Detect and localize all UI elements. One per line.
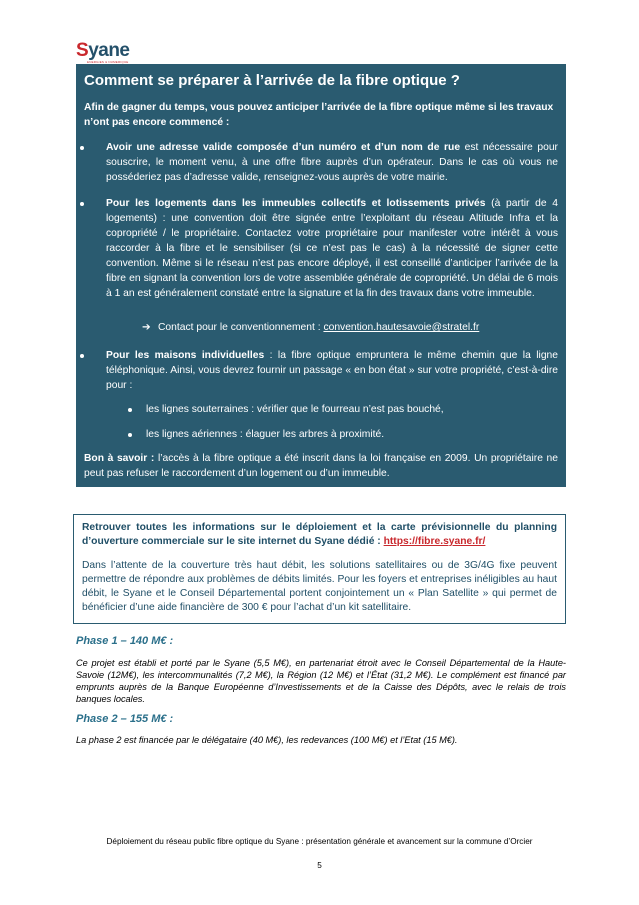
bullet-dot	[80, 202, 84, 206]
info-panel	[73, 514, 566, 624]
sub-item-underground: les lignes souterraines : vérifier que le fourreau n’est pas bouché,	[146, 403, 444, 417]
fibre-syane-link[interactable]: https://fibre.syane.fr/	[383, 536, 486, 547]
panel-intro: Afin de gagner du temps, vous pouvez anticiper l’arrivée de la fibre optique même si les travaux n’ont pas encore commencé :	[84, 102, 554, 128]
contact-label: Contact pour le conventionnement :	[158, 322, 324, 333]
info-website-paragraph: Retrouver toutes les informations sur le déploiement et la carte prévisionnelle du planning d’ouverture commerciale sur le site internet du Syane dédié : https://fibre.syane.fr/	[82, 522, 557, 547]
phase-1-title: Phase 1 – 140 M€ :	[76, 635, 174, 647]
logo-wordmark: Syane	[76, 40, 130, 61]
page-number: 5	[317, 861, 322, 870]
info-satellite-paragraph: Dans l’attente de la couverture très haut débit, les solutions satellitaires ou de 3G/4G fixe peuvent permettre de répondre aux problèmes de débits limités. Pour les foyers et entreprises inéligibles au haut débit, le Syane et le Conseil Départemental portent conjointement un « Plan Satellite » qui permet de bénéficier d’une aide financière de 300 € pour l’achat d’un kit satellitaire.	[82, 560, 557, 613]
contact-line	[142, 321, 479, 335]
logo-subtitle: ENERGIES & NUMERIQUE	[87, 60, 129, 64]
bullet-dot	[128, 433, 132, 437]
syane-logo	[76, 40, 146, 66]
sub-item-aerial: les lignes aériennes : élaguer les arbres à proximité.	[146, 428, 384, 442]
bullet-dot	[80, 146, 84, 150]
phase-1-text: Ce projet est établi et porté par le Syane (5,5 M€), en partenariat étroit avec le Conseil Départemental de la Haute-Savoie (12M€), les intercommunalités (7,2 M€), la Région (12 M€) et l’État (31,2 M€). Le complément est financé par emprunts auprès de la Banque Européenne d’Investissements et de la Caisse des Dépôts, avec le relais de trois banques locales.	[76, 658, 566, 704]
bullet-collective-housing: Pour les logements dans les immeubles collectifs et lotissements privés (à partir de 4 logements) : une convention doit être signée entre l’exploitant du réseau Altitude Infra et la copropriété / le propriétaire. Contactez votre propriétaire pour manifester votre intérêt à vous raccorder à la fibre et le sensibiliser (si ce n’est pas le cas) à la nécessité de signer cette convention. Même si le réseau n’est pas encore déployé, il est conseillé d’anticiper l’arrivée de la fibre en signant la convention lors de votre assemblée générale de copropriété. Un délai de 6 mois à 1 an est généralement constaté entre la signature et la fin des travaux dans votre immeuble.	[106, 196, 558, 301]
bullet-valid-address: Avoir une adresse valide composée d’un numéro et d’un nom de rue est nécessaire pour souscrire, le moment venu, à une offre fibre auprès d’un opérateur. Dans le cas où vous ne posséderiez pas d’adresse valide, renseignez-vous auprès de votre mairie.	[106, 140, 558, 185]
panel-title: Comment se préparer à l’arrivée de la fibre optique ?	[84, 72, 460, 89]
fiber-preparation-panel	[76, 64, 566, 487]
phase-2-title: Phase 2 – 155 M€ :	[76, 713, 174, 725]
bullet-dot	[80, 354, 84, 358]
good-to-know: Bon à savoir : l’accès à la fibre optique a été inscrit dans la loi française en 2009. Un propriétaire ne peut pas refuser le raccordement d’un logement ou d’un immeuble.	[84, 453, 559, 479]
contact-email-link[interactable]: convention.hautesavoie@stratel.fr	[323, 322, 480, 333]
footer-caption: Déploiement du réseau public fibre optique du Syane : présentation générale et avancement sur la commune d’Orcier	[106, 837, 533, 846]
bullet-individual-houses: Pour les maisons individuelles : la fibre optique empruntera le même chemin que la ligne téléphonique. Ainsi, vous devrez fournir un passage « en bon état » sur votre propriété, c’est-à-dire pour :	[106, 348, 558, 393]
phase-2-text: La phase 2 est financée par le délégataire (40 M€), les redevances (100 M€) et l’Etat (15 M€).	[76, 735, 458, 745]
arrow-right-icon: ➔	[142, 322, 151, 333]
bullet-dot	[128, 408, 132, 412]
